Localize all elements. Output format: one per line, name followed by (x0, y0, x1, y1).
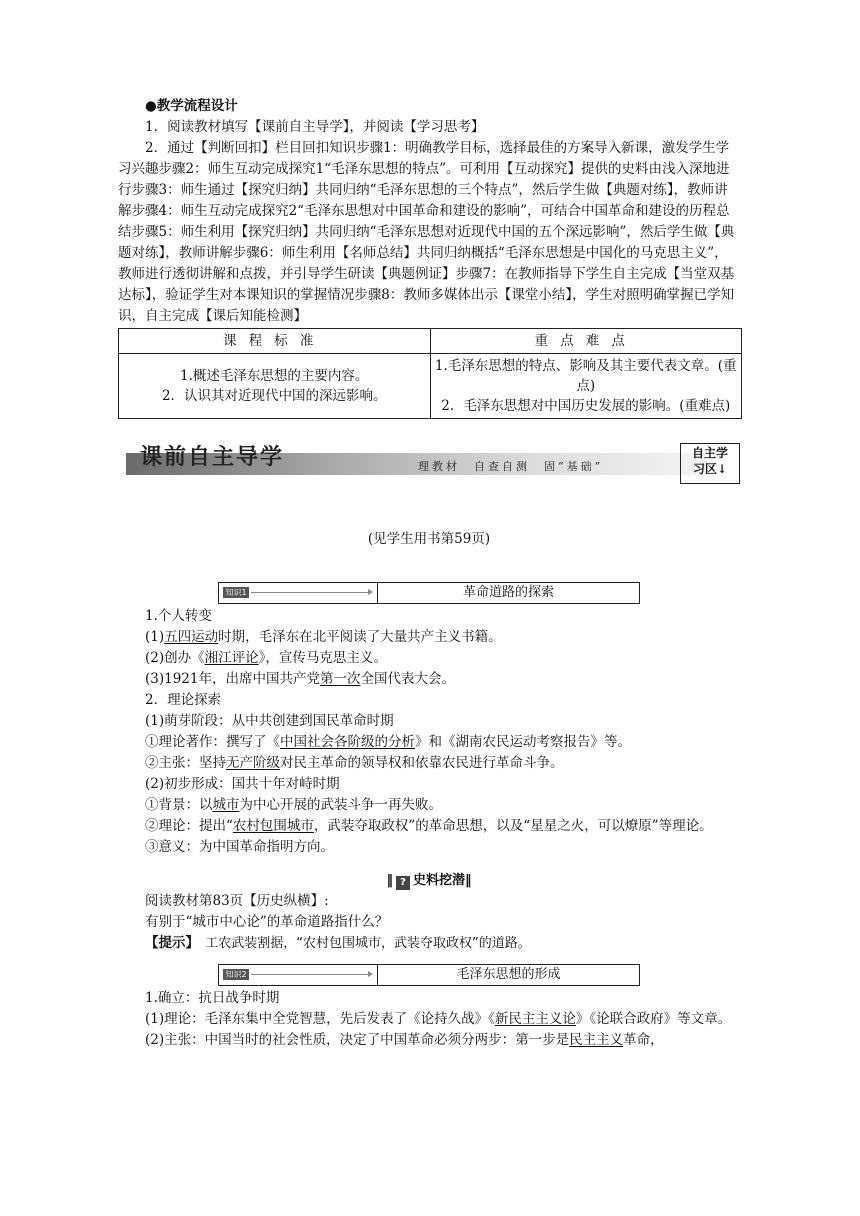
page-reference: (见学生用书第59页) (367, 531, 491, 547)
text-line: ②理论：提出“农村包围城市，武装夺取政权”的革命思想，以及“星星之火，可以燎原”等理论。 (145, 818, 713, 834)
standards-table (118, 328, 742, 419)
text-line: (2)主张：中国当时的社会性质，决定了中国革命必须分两步：第一步是民主主义革命， (145, 1032, 664, 1048)
knowledge-point-title: 毛泽东思想的形成 (456, 967, 561, 982)
flow-step-1: 1．阅读教材填写【课前自主导学】，并阅读【学习思考】 (145, 119, 485, 135)
text-line: (3)1921年，出席中国共产党第一次全国代表大会。 (145, 671, 455, 687)
section-heading: 1.确立：抗日战争时期 (145, 990, 280, 1006)
section-banner (118, 443, 740, 483)
text-line: (1)五四运动时期，毛泽东在北平阅读了大量共产主义书籍。 (145, 629, 502, 645)
text-line: ①背景：以城市为中心开展的武装斗争一再失败。 (145, 797, 442, 813)
text-line: ①理论著作：撰写了《中国社会各阶级的分析》和《湖南农民运动考察报告》等。 (145, 734, 631, 750)
text-line: 阅读教材第83页【历史纵横】: (145, 893, 329, 909)
section-heading: 2．理论探索 (145, 692, 222, 708)
text-line: (2)创办《湘江评论》，宣传马克思主义。 (145, 650, 387, 666)
text-line: (1)萌芽阶段：从中共创建到国民革命时期 (145, 713, 394, 729)
table-cell-keypoints (430, 354, 742, 419)
arrow-icon (251, 592, 371, 593)
table-header-keypoints: 重点难点 (430, 329, 742, 354)
banner-title: 课前自主导学 (140, 444, 285, 470)
flow-step-2: 2．通过【判断回扣】栏目回扣知识步骤1：明确教学目标，选择最佳的方案导入新课，激发学生学习兴趣步骤2：师生互动完成探究1“毛泽东思想的特点”。可利用【互动探究】提供的史料由浅入深地进行步骤3：师生通过【探究归纳】共同归纳“毛泽东思想的三个特点”，然后学生做【典题对练】，教师讲解步骤4：师生互动完成探究2“毛泽东思想对中国革命和建设的影响”，可结合中国革命和建设的历程总结步骤5：师生利用【探究归纳】共同归纳“毛泽东思想对近现代中国的五个深远影响”，然后学生做【典题对练】，教师讲解步骤6：师生利用【名师总结】共同归纳概括“毛泽东思想是中国化的马克思主义”，教师进行透彻讲解和点拨，并引导学生研读【典题例证】步骤7：在教师指导下学生自主完成【当堂双基达标】，验证学生对本课知识的掌握情况步骤8：教师多媒体出示【课堂小结】，学生对照明确掌握已学知识，自主完成【课后知能检测】 (118, 140, 735, 324)
flow-heading: ●教学流程设计 (145, 98, 238, 114)
arrow-icon (251, 974, 371, 975)
page-content (118, 96, 740, 1051)
material-digging-title: ‖ ? 史料挖潜‖ (386, 873, 472, 888)
text-line: (1)理论：毛泽东集中全党智慧，先后发表了《论持久战》《新民主主义论》《论联合政府》等文章。 (145, 1011, 732, 1027)
text-line: (2)初步形成：国共十年对峙时期 (145, 776, 340, 792)
banner-box-label: 自主学 习区↓ (680, 443, 740, 484)
hint-line: 【提示】 工农武装割据，“农村包围城市，武装夺取政权”的道路。 (145, 935, 531, 951)
standard-line-2: 2．认识其对近现代中国的深远影响。 (161, 388, 387, 404)
section-heading: 1.个人转变 (145, 608, 212, 624)
text-line: ③意义：为中国革命指明方向。 (145, 839, 334, 855)
knowledge-point-title: 革命道路的探索 (462, 585, 554, 600)
text-line: ②主张：坚持无产阶级对民主革命的领导权和依靠农民进行革命斗争。 (145, 755, 564, 771)
knowledge-point-2 (218, 964, 640, 986)
keypoint-line-1: 1.毛泽东思想的特点、影响及其主要代表文章。(重点) (434, 358, 737, 394)
table-header-standard: 课程标准 (119, 329, 431, 354)
table-cell-standard (119, 354, 431, 419)
knowledge-tag-icon: 知识1 (223, 587, 249, 598)
knowledge-tag-icon: 知识2 (223, 969, 249, 980)
knowledge-point-1 (218, 582, 640, 604)
keypoint-line-2: 2．毛泽东思想对中国历史发展的影响。(重难点) (441, 398, 731, 414)
text-line: 有别于“城市中心论”的革命道路指什么？ (145, 914, 389, 930)
standard-line-1: 1.概述毛泽东思想的主要内容。 (180, 368, 369, 384)
banner-subtitle: 理教材 自查自测 固“基础” (418, 460, 604, 473)
question-icon: ? (396, 876, 410, 890)
